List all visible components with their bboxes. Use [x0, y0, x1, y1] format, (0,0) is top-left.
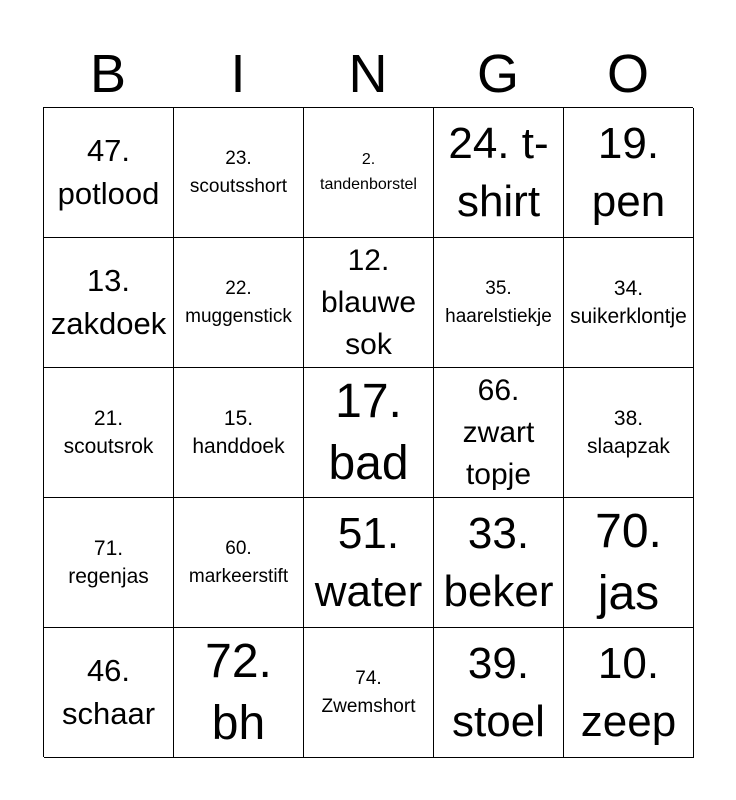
cell-label: 23. scoutsshort	[189, 147, 288, 197]
bingo-cell[interactable]	[434, 628, 564, 758]
cell-label: 2. tandenborstel	[320, 150, 417, 193]
header-letter-g: G	[476, 44, 519, 104]
bingo-cell[interactable]	[304, 108, 434, 238]
cell-label: 47. potlood	[57, 132, 160, 211]
bingo-cell[interactable]	[564, 368, 694, 498]
cell-label: 15. handdoek	[192, 407, 285, 458]
cell-label: 10. zeep	[580, 639, 677, 746]
bingo-cell[interactable]	[304, 628, 434, 758]
bingo-cell[interactable]	[44, 238, 174, 368]
cell-label: 60. markeerstift	[188, 537, 289, 587]
cell-label: 39. stoel	[452, 639, 545, 746]
cell-label: 24. t- shirt	[448, 119, 549, 226]
cell-label: 19. pen	[591, 119, 666, 226]
cell-label: 71. regenjas	[68, 537, 149, 588]
bingo-cell[interactable]	[564, 498, 694, 628]
bingo-cell[interactable]	[304, 498, 434, 628]
cell-label: 74. Zwemshort	[321, 667, 416, 717]
bingo-cell[interactable]	[434, 498, 564, 628]
bingo-cell[interactable]	[564, 108, 694, 238]
bingo-cell[interactable]	[44, 108, 174, 238]
cell-label: 13. zakdoek	[50, 262, 167, 341]
cell-label: 22. muggenstick	[185, 277, 292, 327]
bingo-cell[interactable]	[434, 368, 564, 498]
bingo-cell[interactable]	[434, 108, 564, 238]
cell-label: 12. blauwe sok	[320, 243, 417, 361]
cell-label: 66. zwart topje	[462, 373, 535, 491]
bingo-cell[interactable]	[44, 498, 174, 628]
bingo-cell[interactable]	[44, 368, 174, 498]
bingo-cell[interactable]	[174, 108, 304, 238]
bingo-cell[interactable]	[434, 238, 564, 368]
cell-label: 34. suikerklontje	[570, 277, 687, 328]
cell-label: 70. jas	[595, 505, 662, 620]
bingo-cell[interactable]	[174, 628, 304, 758]
cell-label: 38. slaapzak	[587, 407, 670, 458]
cell-label: 72. bh	[205, 635, 272, 750]
bingo-cell[interactable]	[44, 628, 174, 758]
header-letter-i: I	[230, 44, 246, 104]
header-letter-n: N	[348, 44, 388, 104]
cell-label: 21. scoutsrok	[63, 407, 154, 458]
cell-label: 17. bad	[328, 375, 409, 490]
bingo-header	[43, 40, 693, 108]
bingo-grid	[43, 107, 693, 757]
cell-label: 33. beker	[443, 509, 554, 616]
cell-label: 46. schaar	[61, 652, 156, 731]
bingo-cell[interactable]	[564, 628, 694, 758]
bingo-cell[interactable]	[564, 238, 694, 368]
bingo-cell[interactable]	[304, 368, 434, 498]
bingo-cell[interactable]	[174, 368, 304, 498]
bingo-cell[interactable]	[174, 238, 304, 368]
cell-label: 35. haarelstiekje	[445, 277, 552, 327]
cell-label: 51. water	[314, 509, 423, 616]
header-letter-o: O	[606, 44, 649, 104]
header-letter-b: B	[89, 44, 127, 104]
bingo-cell[interactable]	[304, 238, 434, 368]
bingo-cell[interactable]	[174, 498, 304, 628]
